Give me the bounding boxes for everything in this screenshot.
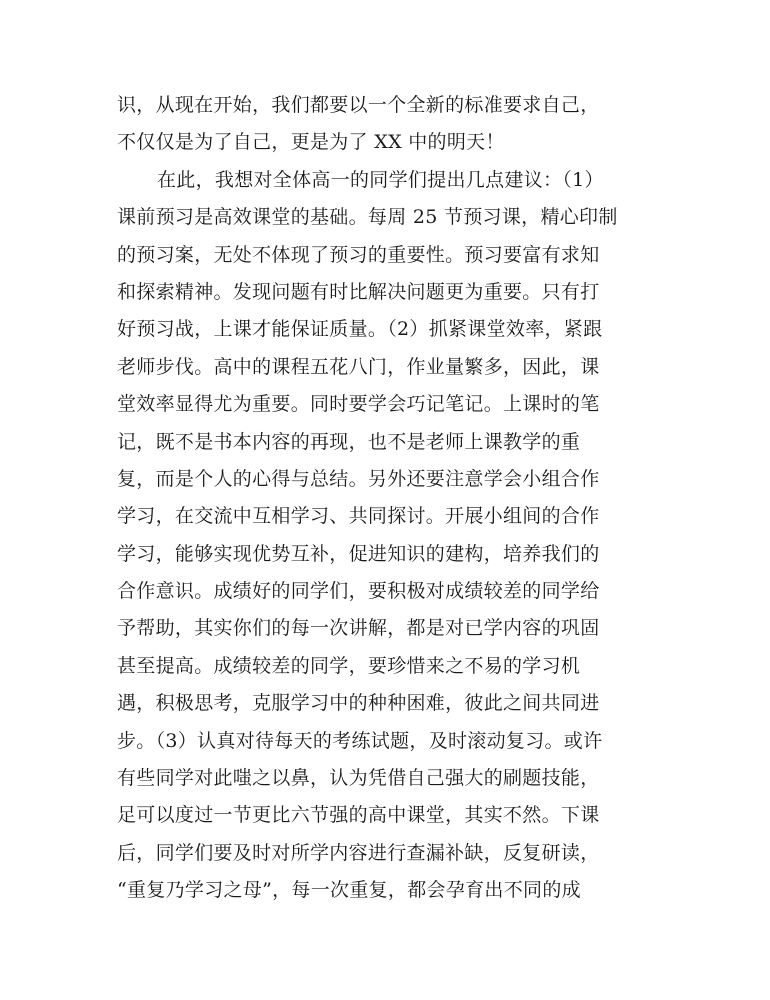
text-line: 合作意识。成绩好的同学们，要积极对成绩较差的同学给	[117, 580, 600, 603]
document-body	[117, 87, 677, 910]
paragraph-start-line: 在此，我想对全体高一的同学们提出几点建议：（1）	[157, 168, 604, 191]
text-line: 和探索精神。发现问题有时比解决问题更为重要。只有打	[117, 280, 600, 303]
text-line: 学习，在交流中互相学习、共同探讨。开展小组间的合作	[117, 505, 600, 528]
text-line: 步。（3）认真对待每天的考练试题，及时滚动复习。或许	[117, 729, 603, 752]
text-line: 的预习案，无处不体现了预习的重要性。预习要富有求知	[117, 243, 600, 266]
text-line: 遇，积极思考，克服学习中的种种困难，彼此之间共同进	[117, 692, 600, 715]
text-line: 不仅仅是为了自己，更是为了 XX 中的明天！	[117, 131, 505, 154]
text-line: 予帮助，其实你们的每一次讲解，都是对已学内容的巩固	[117, 617, 600, 640]
text-line: 学习，能够实现优势互补，促进知识的建构，培养我们的	[117, 542, 600, 565]
text-line: 记，既不是书本内容的再现，也不是老师上课教学的重	[117, 430, 581, 453]
text-line: 课前预习是高效课堂的基础。每周 25 节预习课，精心印制	[117, 206, 618, 229]
text-line: 复，而是个人的心得与总结。另外还要注意学会小组合作	[117, 467, 600, 490]
text-line: 堂效率显得尤为重要。同时要学会巧记笔记。上课时的笔	[117, 393, 600, 416]
text-line: 甚至提高。成绩较差的同学，要珍惜来之不易的学习机	[117, 654, 581, 677]
text-line: “重复乃学习之母”，每一次重复，都会孕育出不同的成	[117, 879, 581, 902]
text-line: 足可以度过一节更比六节强的高中课堂，其实不然。下课	[117, 804, 600, 827]
text-line: 有些同学对此嗤之以鼻，认为凭借自己强大的刷题技能，	[117, 767, 600, 790]
text-line: 后，同学们要及时对所学内容进行查漏补缺，反复研读，	[117, 841, 600, 864]
text-line: 好预习战，上课才能保证质量。（2）抓紧课堂效率，紧跟	[117, 318, 603, 341]
text-line: 老师步伐。高中的课程五花八门，作业量繁多，因此，课	[117, 355, 600, 378]
text-line: 识，从现在开始，我们都要以一个全新的标准要求自己，	[117, 94, 600, 116]
